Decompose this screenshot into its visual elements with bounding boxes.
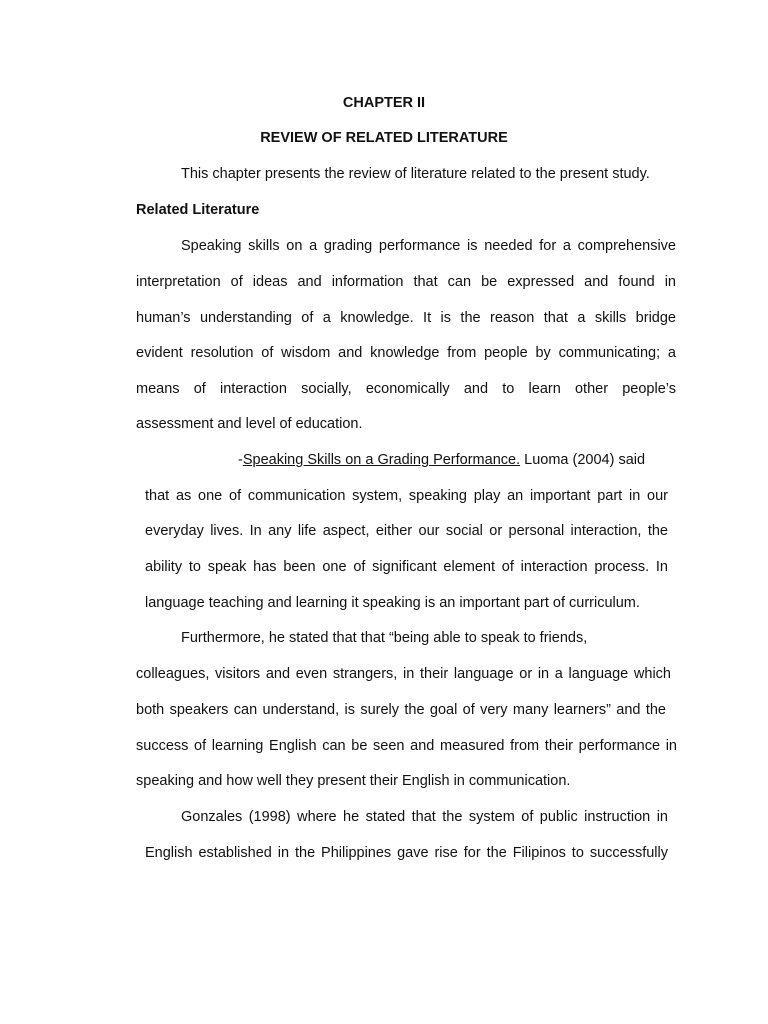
quote-line: language teaching and learning it speaking is an important part of curriculum. bbox=[145, 595, 640, 611]
quote-first-line bbox=[238, 451, 645, 469]
quote-line: everyday lives. In any life aspect, either our social or personal interaction, the bbox=[145, 523, 668, 539]
subheading-related-literature: Related Literature bbox=[136, 202, 260, 218]
paragraph-line: human’s understanding of a knowledge. It is the reason that a skills bridge bbox=[136, 310, 676, 326]
section-title: REVIEW OF RELATED LITERATURE bbox=[260, 130, 508, 146]
quote-title-underlined: Speaking Skills on a Grading Performance. bbox=[242, 452, 521, 468]
quote-dash: - bbox=[238, 452, 243, 468]
paragraph-line: assessment and level of education. bbox=[136, 416, 363, 432]
paragraph-line: Gonzales (1998) where he stated that the system of public instruction in bbox=[181, 809, 668, 825]
quote-line: that as one of communication system, speaking play an important part in our bbox=[145, 488, 668, 504]
quote-author: Luoma (2004) said bbox=[520, 452, 646, 468]
intro-sentence: This chapter presents the review of literature related to the present study. bbox=[181, 166, 650, 182]
paragraph-line: means of interaction socially, economically and to learn other people’s bbox=[136, 381, 676, 397]
paragraph-line: success of learning English can be seen and measured from their performance in bbox=[136, 738, 677, 754]
paragraph-line: interpretation of ideas and information that can be expressed and found in bbox=[136, 274, 676, 290]
paragraph-line: colleagues, visitors and even strangers, in their language or in a language which bbox=[136, 666, 671, 682]
quote-line: ability to speak has been one of significant element of interaction process. In bbox=[145, 559, 668, 575]
paragraph-line: both speakers can understand, is surely the goal of very many learners” and the bbox=[136, 702, 666, 718]
paragraph-line: Furthermore, he stated that that “being able to speak to friends, bbox=[181, 630, 588, 646]
paragraph-line: speaking and how well they present their English in communication. bbox=[136, 773, 571, 789]
paragraph-line: English established in the Philippines gave rise for the Filipinos to successfully bbox=[145, 845, 668, 861]
paragraph-line: evident resolution of wisdom and knowledge from people by communicating; a bbox=[136, 345, 676, 361]
chapter-heading: CHAPTER II bbox=[342, 95, 426, 111]
paragraph-line: Speaking skills on a grading performance is needed for a comprehensive bbox=[181, 238, 676, 254]
